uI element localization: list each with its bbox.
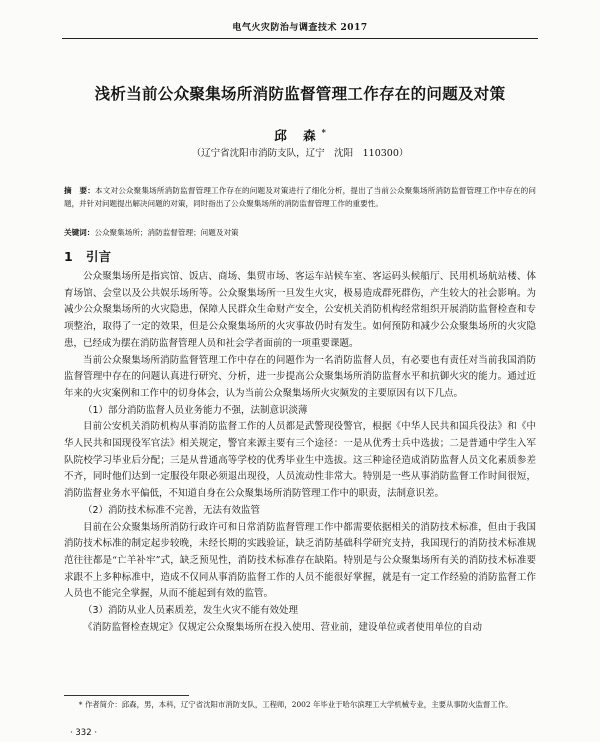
subheading: （3）消防从业人员素质差，发生火灾不能有效处理 [83,605,299,617]
keywords [64,226,536,239]
subheading: （2）消防技术标准不完善，无法有效监管 [83,504,261,516]
footnote-rule [64,695,189,696]
author-name: 邱 森 [274,128,322,143]
affiliation: （辽宁省沈阳市消防支队，辽宁 沈阳 110300） [191,148,409,159]
page-number: · 332 · [70,728,98,738]
running-head: 电气火灾防治与调查技术 2017 [232,23,368,33]
paragraph: 目前在公众聚集场所消防行政许可和日常消防监督管理工作中都需要依据相关的消防技术标准，但由于我国消防技术标准的制定起步较晚，未经长期的实践验证，缺乏消防基础科学研究支持，我国现行的消防技术标准规范往往都是“亡羊补牢”式，缺乏预见性，消防技术标准存在缺陷。特别是与公众聚集场所有关的消防技术标准要求跟不上多种标准中，造成不仅同从事消防监督工作的人员不能很好掌握，就是有一定工作经验的消防监督工作人员也不能完全掌握，从而不能起到有效的监管。 [64,521,536,600]
paragraph: 《消防监督检查规定》仅规定公众聚集场所在投入使用、营业前，建设单位或者使用单位的自动 [83,621,483,633]
paragraph: 当前公众聚集场所消防监督管理工作中存在的问题作为一名消防监督人员，有必要也有责任对当前我国消防监督管理中存在的问题认真进行研究、分析，进一步提高公众聚集场所消防监督水平和抗御火灾的能力。通过近年来的火灾案例和工作中的切身体会，认为当前公众聚集场所火灾频发的主要原因有以下几点。 [64,354,536,399]
body-text [64,269,536,636]
abstract [64,184,536,210]
keywords-label: 关键词： [64,228,95,237]
author-footnote-marker: * [321,126,326,137]
paragraph: 公众聚集场所是指宾馆、饭店、商场、集贸市场、客运车站候车室、客运码头候船厅、民用机场航站楼、体育场馆、会堂以及公共娱乐场所等。公众聚集场所一旦发生火灾，极易造成群死群伤，产生较大的社会影响。为减少公众聚集场所的火灾隐患，保障人民群众生命财产安全，公安机关消防机构经常组织开展消防监督检查和专项整治，取得了一定的效果，但是公众聚集场所的火灾事故仍时有发生。如何预防和减少公众聚集场所的火灾隐患，已经成为摆在消防监督管理人员和社会学者面前的一项重要课题。 [64,271,536,349]
subheading: （1）部分消防监督人员业务能力不强，法制意识淡薄 [83,404,308,416]
paper-title: 浅析当前公众聚集场所消防监督管理工作存在的问题及对策 [94,85,506,103]
section-title: 引言 [86,249,112,264]
abstract-label: 摘 要： [64,186,95,195]
keywords-text: 公众聚集场所；消防监督管理；问题及对策 [94,228,239,237]
section-heading [64,247,111,265]
abstract-text: 本文对公众聚集场所消防监督管理工作存在的问题及对策进行了细化分析，提出了当前公众聚集场所消防监督管理工作中存在的问题，并针对问题提出解决问题的对策，同时指出了公众聚集场所的消防监督管理工作的重要性。 [64,186,537,208]
section-number: 1 [64,249,73,264]
header-rule [62,38,538,39]
footnote: * 作者简介：邱森，男，本科，辽宁省沈阳市消防支队，工程师，2002 年毕业于哈尔滨理工大学机械专业，主要从事防火监督工作。 [78,700,513,709]
author [0,126,600,144]
paragraph: 目前公安机关消防机构从事消防监督工作的人员都是武警现役警官，根据《中华人民共和国兵役法》和《中华人民共和国现役军官法》相关规定，警官来源主要有三个途径：一是从优秀士兵中选拔；二是普通中学生入军队院校学习毕业后分配；三是从普通高等学校的优秀毕业生中选拔。这三种途径造成消防监督人员文化素质参差不齐，同时他们达到一定服役年限必须退出现役，人员流动性非常大。特别是一些从事消防监督工作时间很短，消防监督业务水平偏低，不知道自身在公众聚集场所消防管理工作中的职责，法制意识差。 [64,421,536,500]
